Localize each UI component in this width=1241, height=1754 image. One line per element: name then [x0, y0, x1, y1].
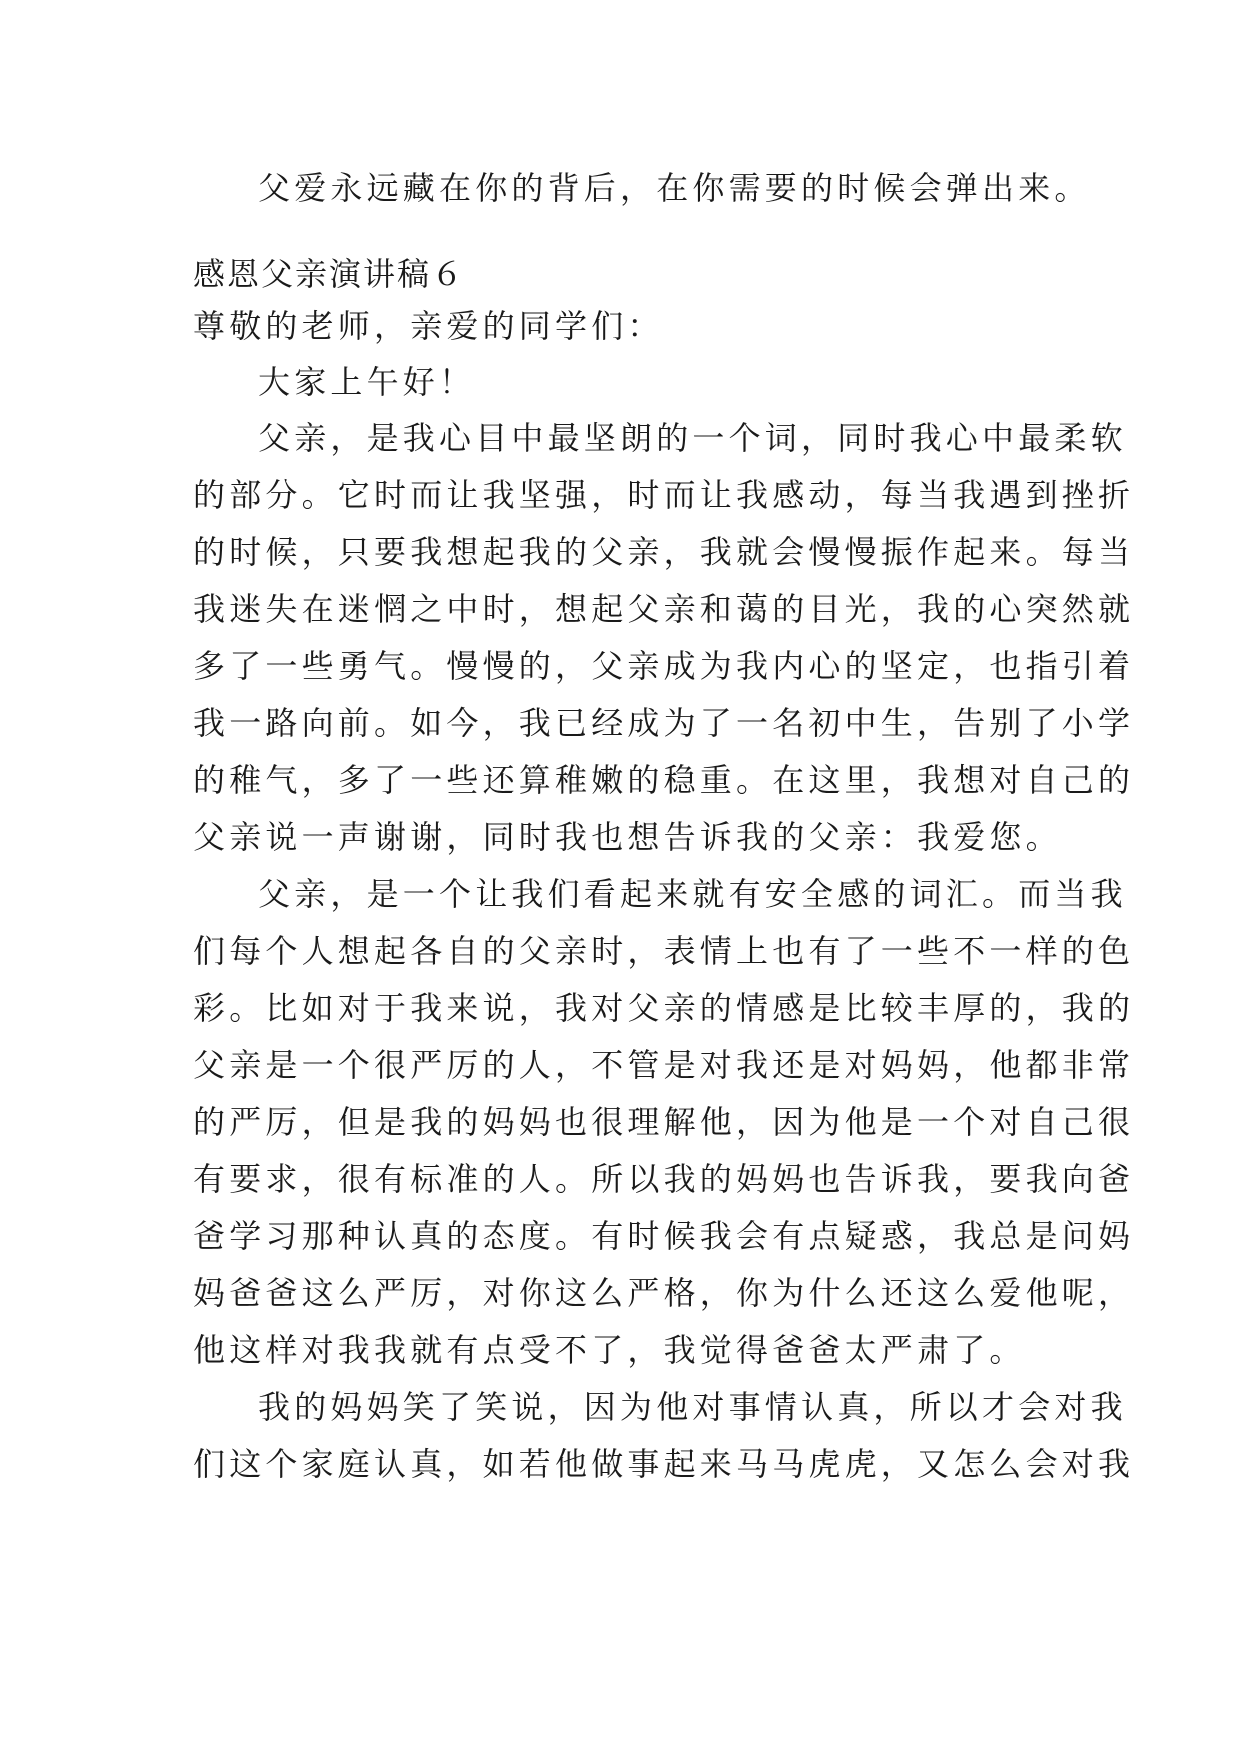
paragraph-2-line-7: 爸学习那种认真的态度。有时候我会有点疑惑，我总是问妈 [193, 1217, 1135, 1255]
paragraph-2-line-9: 他这样对我我就有点受不了，我觉得爸爸太严肃了。 [193, 1331, 1026, 1369]
document-title: 感恩父亲演讲稿６ [193, 255, 466, 293]
paragraph-1-line-6: 我一路向前。如今，我已经成为了一名初中生，告别了小学 [193, 704, 1135, 742]
paragraph-2-line-1: 父亲，是一个让我们看起来就有安全感的词汇。而当我 [258, 875, 1127, 913]
quote-line: 父爱永远藏在你的背后，在你需要的时候会弹出来。 [258, 169, 1091, 207]
paragraph-1-line-4: 我迷失在迷惘之中时，想起父亲和蔼的目光，我的心突然就 [193, 590, 1135, 628]
paragraph-2-line-3: 彩。比如对于我来说，我对父亲的情感是比较丰厚的，我的 [193, 989, 1135, 1027]
salutation: 尊敬的老师，亲爱的同学们： [193, 307, 664, 345]
paragraph-1-line-7: 的稚气，多了一些还算稚嫩的稳重。在这里，我想对自己的 [193, 761, 1135, 799]
paragraph-2-line-8: 妈爸爸这么严厉，对你这么严格，你为什么还这么爱他呢， [193, 1274, 1135, 1312]
paragraph-3-line-2: 们这个家庭认真，如若他做事起来马马虎虎，又怎么会对我 [193, 1445, 1135, 1483]
paragraph-1-line-5: 多了一些勇气。慢慢的，父亲成为我内心的坚定，也指引着 [193, 647, 1135, 685]
paragraph-2-line-5: 的严厉，但是我的妈妈也很理解他，因为他是一个对自己很 [193, 1103, 1135, 1141]
greeting: 大家上午好！ [258, 363, 476, 401]
paragraph-1-line-8: 父亲说一声谢谢，同时我也想告诉我的父亲：我爱您。 [193, 818, 1062, 856]
paragraph-2-line-4: 父亲是一个很严厉的人，不管是对我还是对妈妈，他都非常 [193, 1046, 1135, 1084]
paragraph-1-line-1: 父亲，是我心目中最坚朗的一个词，同时我心中最柔软 [258, 419, 1127, 457]
paragraph-3-line-1: 我的妈妈笑了笑说，因为他对事情认真，所以才会对我 [258, 1388, 1127, 1426]
paragraph-1-line-3: 的时候，只要我想起我的父亲，我就会慢慢振作起来。每当 [193, 533, 1135, 571]
paragraph-2-line-2: 们每个人想起各自的父亲时，表情上也有了一些不一样的色 [193, 932, 1135, 970]
paragraph-1-line-2: 的部分。它时而让我坚强，时而让我感动，每当我遇到挫折 [193, 476, 1135, 514]
paragraph-2-line-6: 有要求，很有标准的人。所以我的妈妈也告诉我，要我向爸 [193, 1160, 1135, 1198]
